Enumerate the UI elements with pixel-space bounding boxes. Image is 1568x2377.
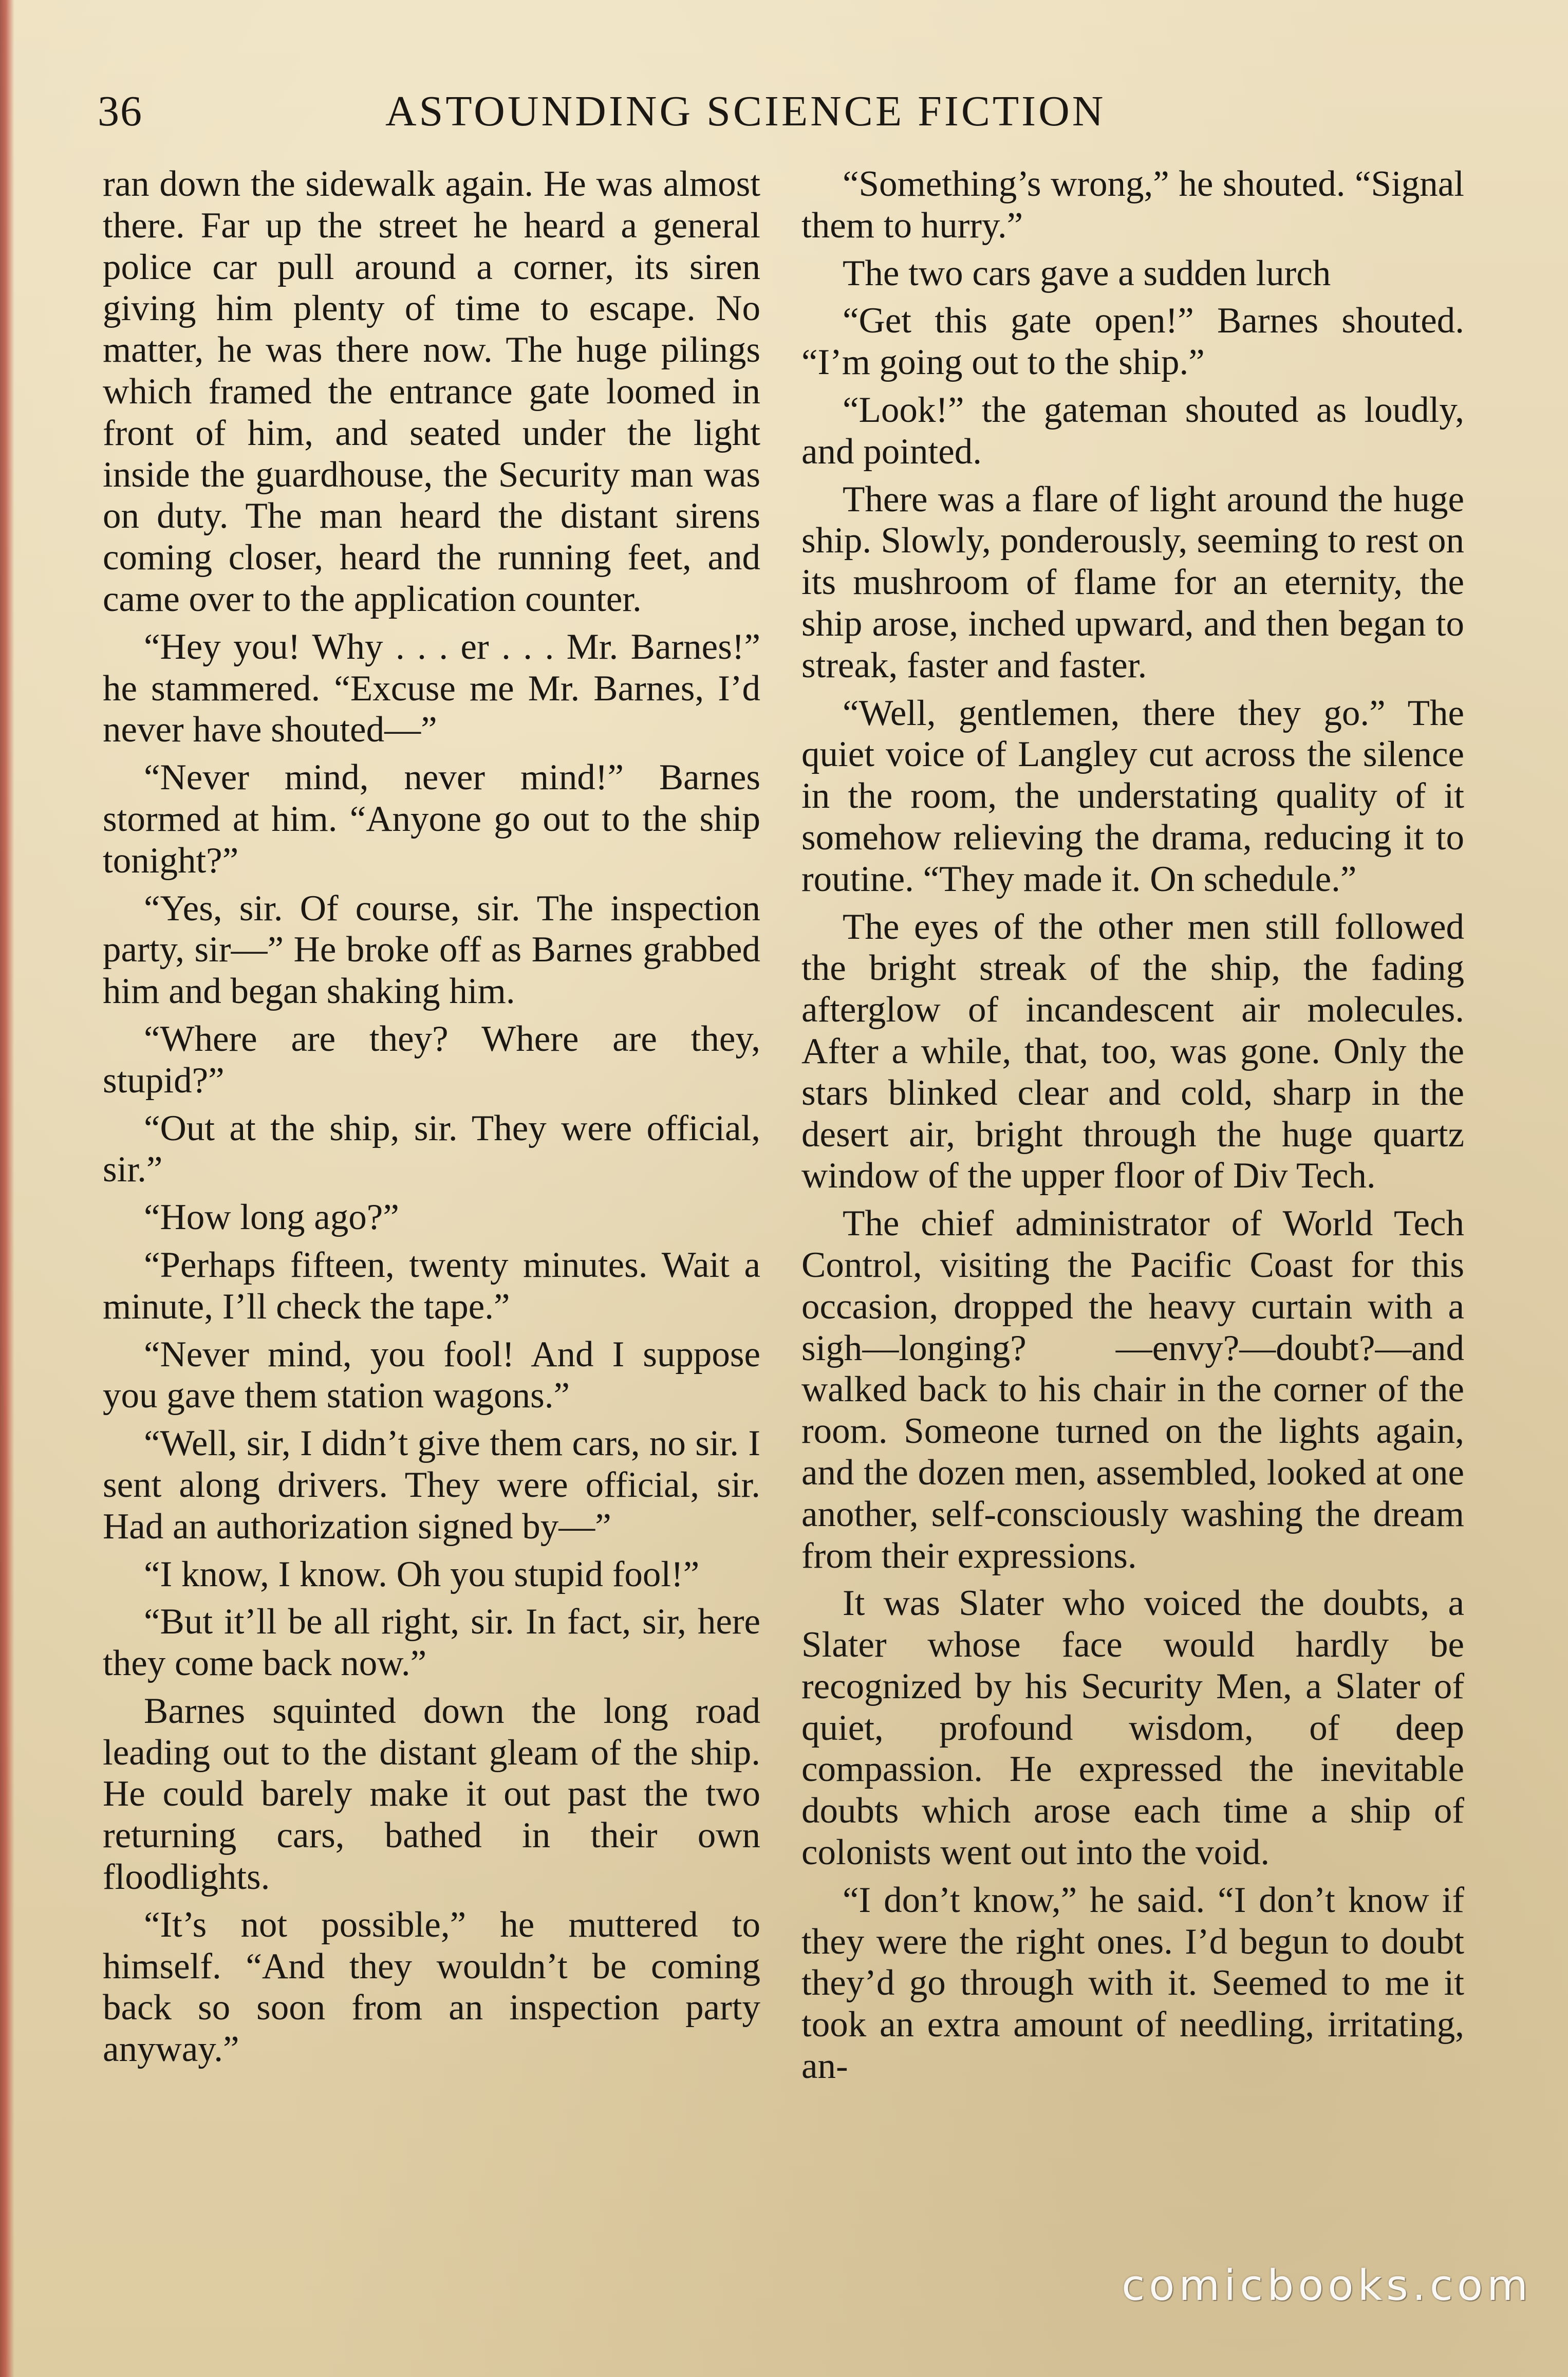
paragraph: “Where are they? Where are they, stupid?”: [103, 1018, 760, 1101]
paragraph: It was Slater who voiced the doubts, a Slater whose face would hardly be recognized by his Security Men, a Slater of quiet, profound wisdom, of deep compassion. He expressed the inevitable doubts which arose each time a ship of colonists went out into the void.: [801, 1583, 1464, 1873]
paragraph: ran down the sidewalk again. He was almost there. Far up the street he heard a general police car pull around a corner, its siren giving him plenty of time to escape. No matter, he was there now. The huge pilings which framed the entrance gate loomed in front of him, and seated under the light inside the guardhouse, the Security man was on duty. The man heard the distant sirens coming closer, heard the running feet, and came over to the application counter.: [103, 164, 760, 619]
page-edge: [0, 0, 14, 2377]
paragraph: “Perhaps fifteen, twenty minutes. Wait a minute, I’ll check the tape.”: [103, 1245, 760, 1327]
paragraph: “How long ago?”: [144, 1197, 399, 1238]
paragraph: “Never mind, you fool! And I suppose you gave them station wagons.”: [103, 1334, 760, 1416]
running-title: ASTOUNDING SCIENCE FICTION: [385, 87, 1106, 135]
paragraph: “Look!” the gateman shouted as loudly, and pointed.: [801, 389, 1464, 472]
paragraph: The chief administrator of World Tech Control, visiting the Pacific Coast for this occasion, dropped the heavy curtain with a sigh—longing? —envy?—doubt?—and walked back to his chair in the corner of the room. Someone turned on the lights again, and the dozen men, assembled, looked at one another, self-consciously washing the dream from their expressions.: [801, 1203, 1464, 1576]
paragraph: “Get this gate open!” Barnes shouted. “I’m going out to the ship.”: [801, 301, 1464, 383]
paragraph: “I don’t know,” he said. “I don’t know if they were the right ones. I’d begun to doubt they’d go through with it. Seemed to me it took an extra amount of needling, irritating, an-: [801, 1880, 1464, 2087]
paragraph: “I know, I know. Oh you stupid fool!”: [144, 1554, 700, 1594]
page-header: [98, 86, 1470, 143]
paragraph: “Well, sir, I didn’t give them cars, no sir. I sent along drivers. They were official, sir. Had an authorization signed by—”: [103, 1423, 760, 1547]
page-number: 36: [98, 87, 143, 135]
right-text-column: [801, 163, 1464, 2093]
paragraph: The eyes of the other men still followed the bright streak of the ship, the fading afterglow of incandescent air molecules. After a while, that, too, was gone. Only the stars blinked clear and cold, sharp in the desert air, bright through the huge quartz window of the upper floor of Div Tech.: [801, 906, 1464, 1196]
paragraph: There was a flare of light around the huge ship. Slowly, ponderously, seeming to rest on its mushroom of flame for an eternity, the ship arose, inched upward, and then began to streak, faster and faster.: [801, 479, 1464, 685]
paragraph: The two cars gave a sudden lurch: [843, 253, 1331, 293]
paragraph: Barnes squinted down the long road leading out to the distant gleam of the ship. He could barely make it out past the two returning cars, bathed in their own floodlights.: [103, 1691, 760, 1898]
paragraph: “But it’ll be all right, sir. In fact, sir, here they come back now.”: [103, 1602, 760, 1684]
paragraph: “Something’s wrong,” he shouted. “Signal them to hurry.”: [801, 164, 1464, 246]
paragraph: “Out at the ship, sir. They were official, sir.”: [103, 1108, 760, 1190]
paragraph: “Hey you! Why . . . er . . . Mr. Barnes!” he stammered. “Excuse me Mr. Barnes, I’d never have shouted—”: [103, 626, 760, 750]
paragraph: “Yes, sir. Of course, sir. The inspection party, sir—” He broke off as Barnes grabbed him and began shaking him.: [103, 888, 760, 1012]
paragraph: “Well, gentlemen, there they go.” The quiet voice of Langley cut across the silence in the room, the understating quality of it somehow relieving the drama, reducing it to routine. “They made it. On schedule.”: [801, 693, 1464, 899]
watermark: comicbooks.com: [1122, 2261, 1532, 2310]
paragraph: “Never mind, never mind!” Barnes stormed at him. “Anyone go out to the ship tonight?”: [103, 757, 760, 881]
paragraph: “It’s not possible,” he muttered to himself. “And they wouldn’t be coming back so soon from an inspection party anyway.”: [103, 1904, 760, 2070]
left-text-column: [103, 163, 760, 2076]
